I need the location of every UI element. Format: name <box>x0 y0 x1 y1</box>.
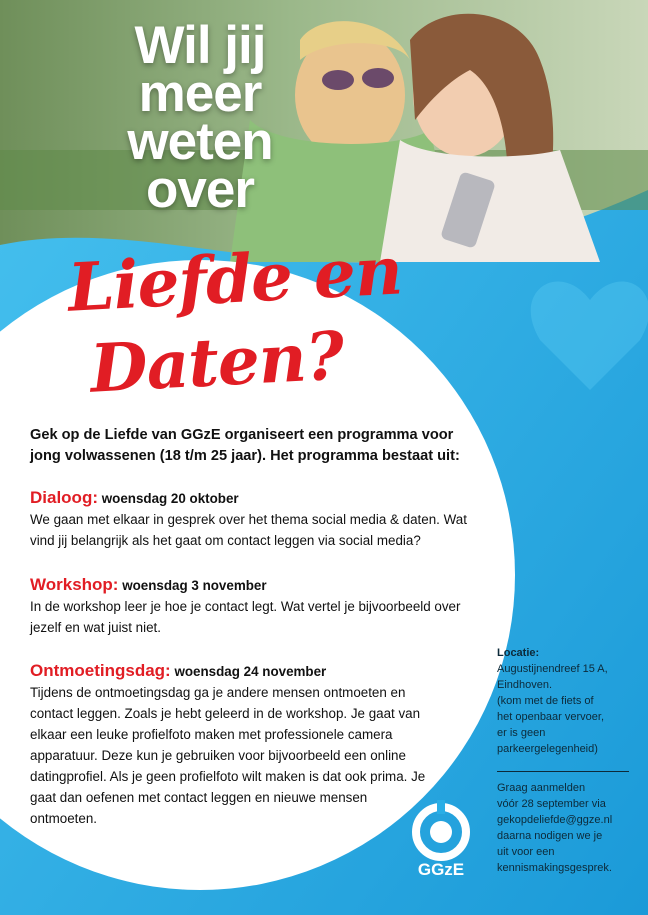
register-line: daarna nodigen we je <box>497 830 603 842</box>
register-line: vóór 28 september via <box>497 798 606 810</box>
location-label: Locatie: <box>497 647 540 659</box>
section-text: In de workshop leer je hoe je contact legt. Wat vertel je bijvoorbeeld over jezelf en wat juist niet. <box>30 599 461 635</box>
section-heading <box>30 574 485 596</box>
location-line: Eindhoven. <box>497 679 553 691</box>
section-text: Tijdens de ontmoetingsdag ga je andere mensen ontmoeten en contact leggen. Zoals je hebt geleerd in de workshop. Je gaat van elkaar een leuke profielfoto maken met professionele camera apparatuur. Deze kun je gebruiken voor bijvoorbeeld een online datingprofiel. Als je geen profielfoto wilt maken is dat ook prima. Je gaat dan oefenen met contact leggen en nieuwe mensen ontmoeten. <box>30 685 426 826</box>
logo-text: GGzE <box>417 860 465 879</box>
registration-block <box>497 780 632 876</box>
section-name: Workshop: <box>30 575 119 594</box>
script-title <box>66 229 408 410</box>
section-name: Dialoog: <box>30 488 98 507</box>
section-heading <box>30 487 485 509</box>
headline-line: weten <box>127 112 273 171</box>
location-line: (kom met de fiets of <box>497 695 594 707</box>
register-line: kennismakingsgesprek. <box>497 862 612 874</box>
section-ontmoetingsdag <box>30 660 430 829</box>
location-block <box>497 645 632 757</box>
location-line: het openbaar vervoer, <box>497 711 605 723</box>
section-heading <box>30 660 430 682</box>
headline <box>0 16 400 219</box>
register-line: uit voor een <box>497 846 555 858</box>
section-text: We gaan met elkaar in gesprek over het thema social media & daten. Wat vind jij belangrijk als het gaat om contact leggen via social media? <box>30 512 467 548</box>
script-title-line: Liefde en <box>66 231 404 327</box>
section-date: woensdag 24 november <box>174 664 327 679</box>
register-email[interactable]: gekopdeliefde@ggze.nl <box>497 814 613 826</box>
section-workshop <box>30 574 485 638</box>
section-date: woensdag 20 oktober <box>101 491 239 506</box>
script-title-line: Daten? <box>88 316 346 408</box>
headline-line: Wil jij <box>134 16 266 75</box>
headline-line: over <box>146 160 254 219</box>
location-line: er is geen <box>497 727 546 739</box>
register-line: Graag aanmelden <box>497 782 586 794</box>
location-line: parkeergelegenheid) <box>497 743 598 755</box>
location-line: Augustijnendreef 15 A, <box>497 663 608 675</box>
divider <box>497 771 629 772</box>
intro-text: Gek op de Liefde van GGzE organiseert een programma voor jong volwassenen (18 t/m 25 jaar). Het programma bestaat uit: <box>30 427 460 464</box>
section-date: woensdag 3 november <box>122 578 267 593</box>
section-name: Ontmoetingsdag: <box>30 661 171 680</box>
headline-line: meer <box>138 64 262 123</box>
section-dialoog <box>30 487 485 551</box>
